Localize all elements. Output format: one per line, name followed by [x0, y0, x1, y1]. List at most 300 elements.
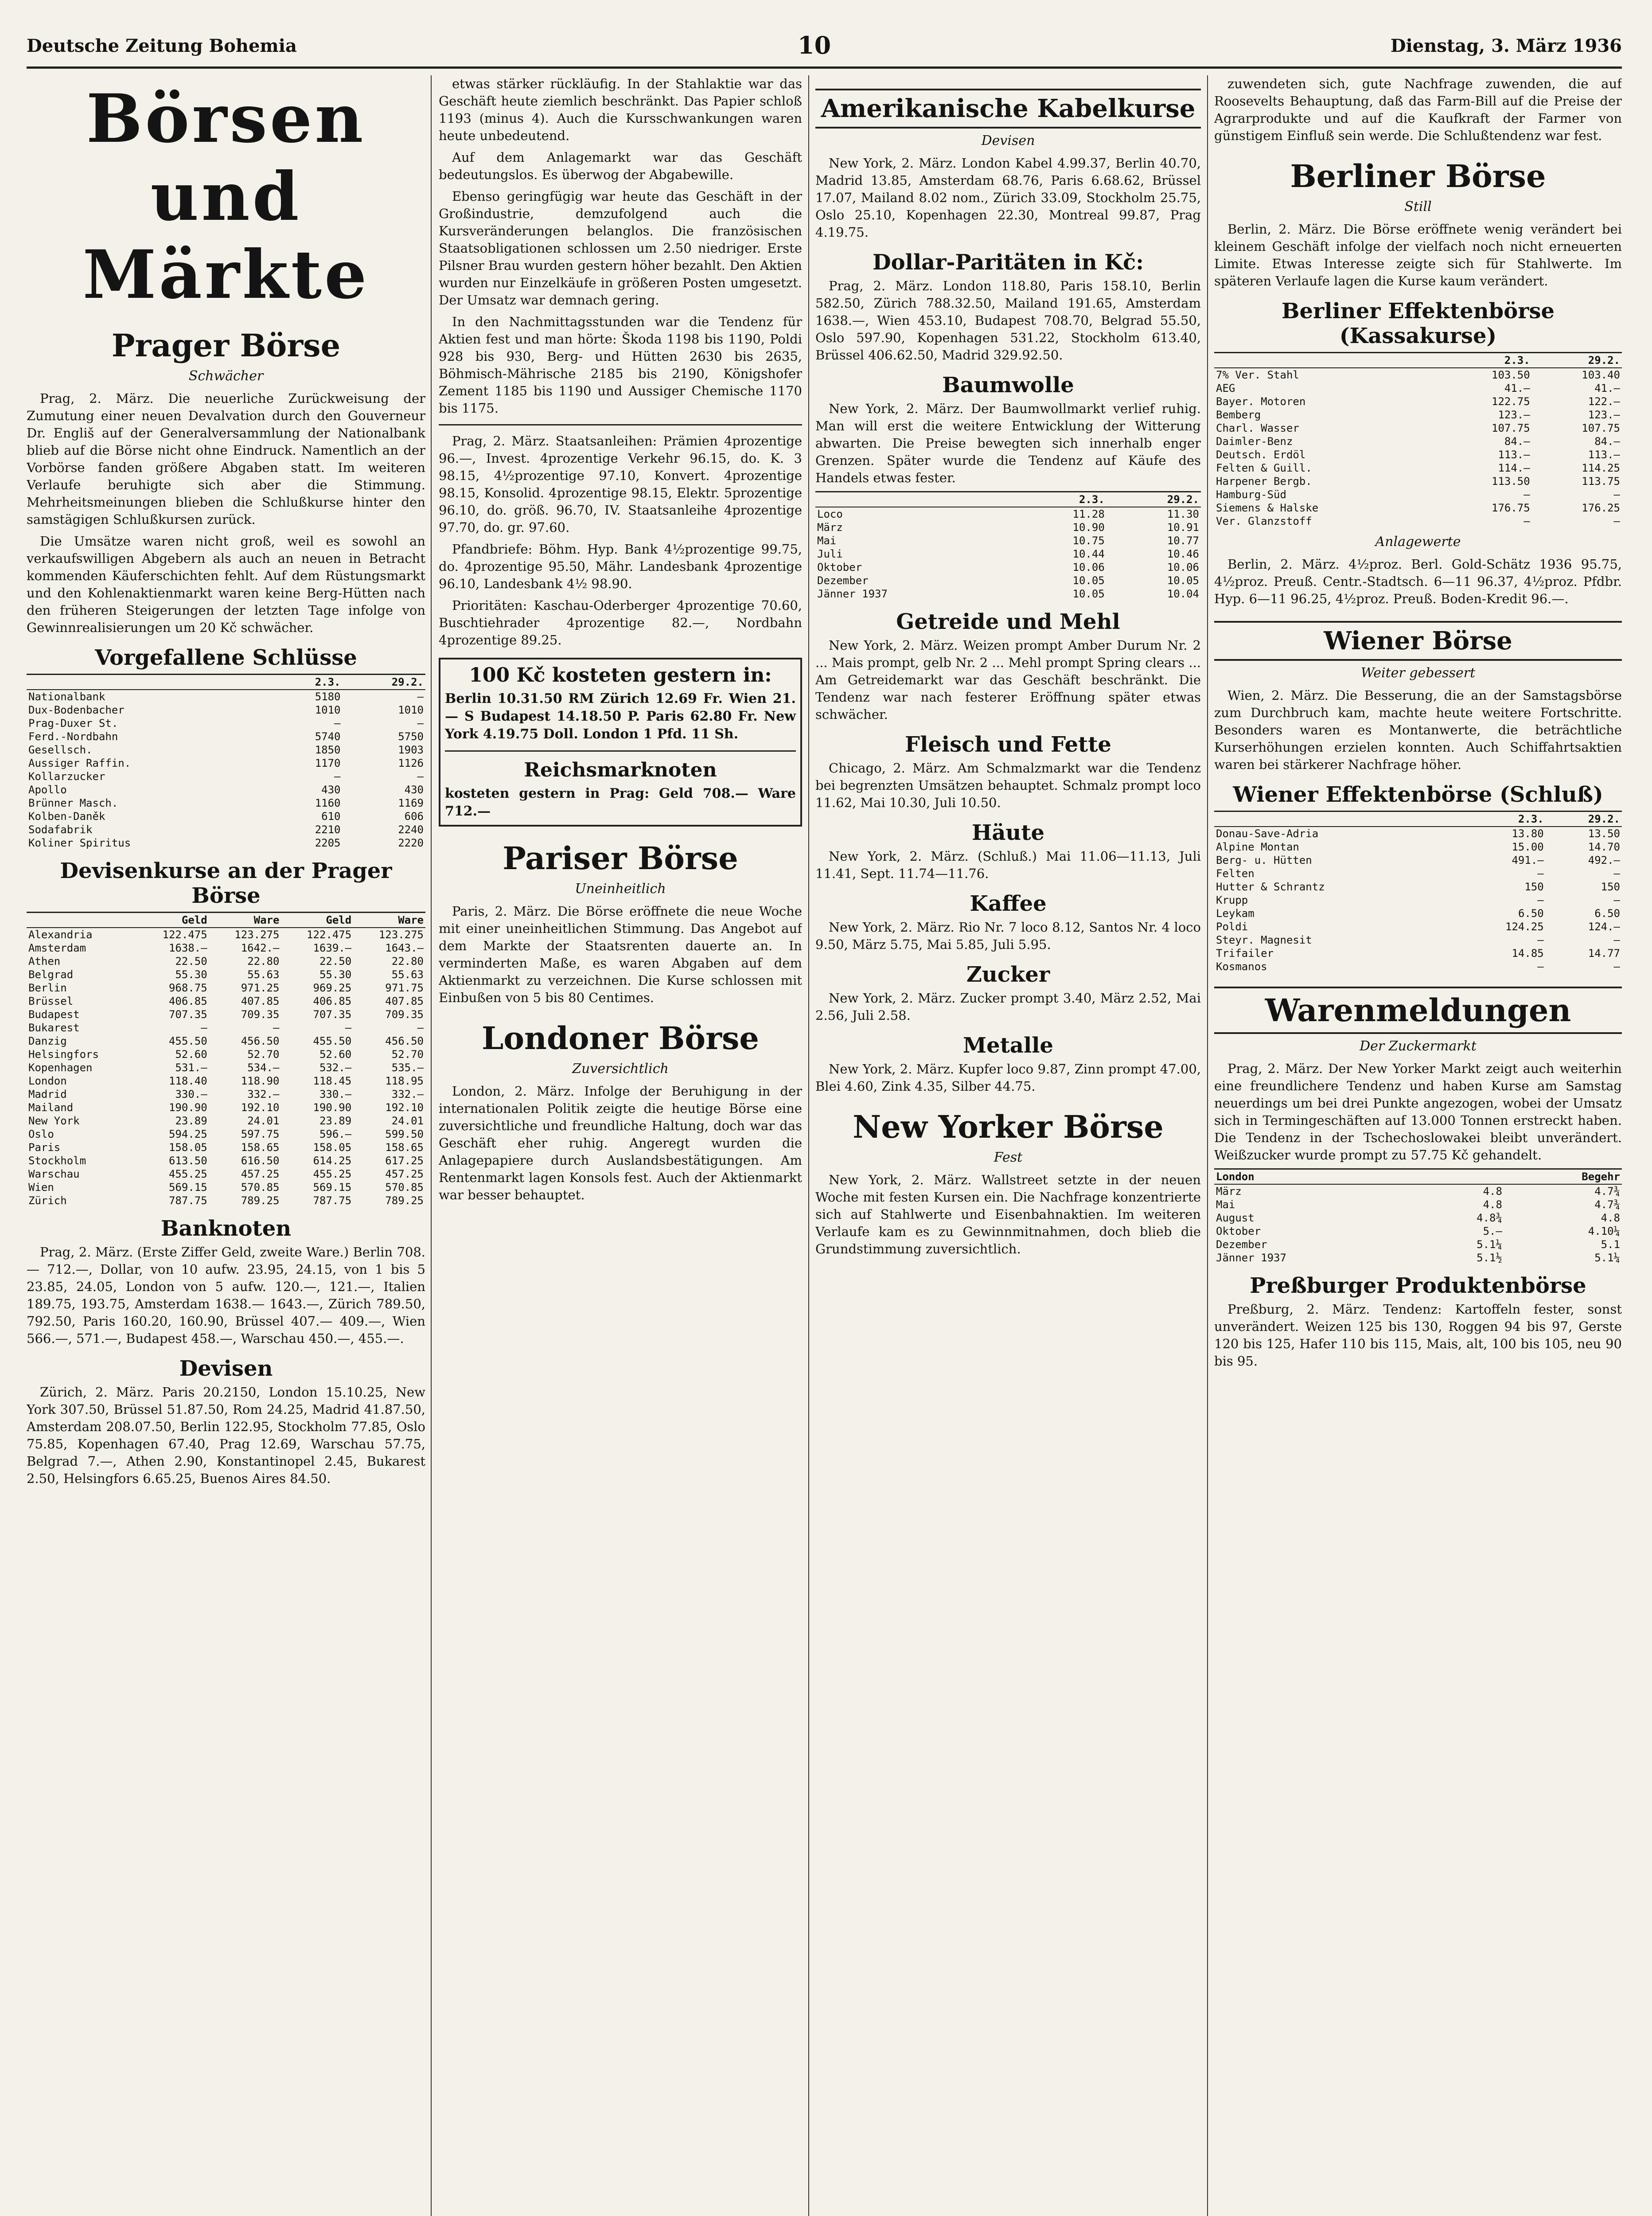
table-cell: 11.30 — [1167, 508, 1199, 520]
table-cell: Poldi — [1216, 921, 1248, 933]
table-cell: 5180 — [315, 691, 341, 703]
table-row — [27, 1194, 425, 1207]
london-text: London, 2. März. Infolge der Beruhigung in der internationalen Politik zeigte die heutige Börse eine zuversichtliche und freundliche Haltung, doch war das Geschäft eher ruhig. Angeregt wurden die Anlagepapiere durch Auslandsbestätigungen. Am Rentenmarkt lagen Konsols fest. Auch der Aktienmarkt war besser behauptet. — [439, 1084, 802, 1202]
table-cell: Alpine Montan — [1216, 841, 1299, 853]
col2-paragraph: Prioritäten: Kaschau-Oderberger 4prozentige 70.60, Buschtiehrader 4prozentige 82.—, Nordbahn 4prozentige 89.25. — [439, 598, 802, 648]
nyse-subtitle: Fest — [994, 1150, 1023, 1165]
table-row — [27, 796, 425, 810]
table-cell: 1170 — [315, 757, 341, 769]
table-row — [1214, 448, 1622, 461]
table-cell: 4.8 — [1483, 1185, 1502, 1198]
table-cell: 176.75 — [1492, 502, 1530, 514]
table-cell: 150 — [1524, 881, 1544, 893]
wiener-title: Wiener Börse — [1214, 621, 1622, 661]
table-cell: 1643.— — [385, 942, 424, 954]
table-cell: 787.75 — [168, 1194, 207, 1207]
table-header: 29.2. — [1532, 353, 1622, 368]
table-cell: Leykam — [1216, 907, 1255, 920]
table-cell: 13.50 — [1588, 827, 1620, 840]
table-header — [1214, 811, 1455, 827]
closing-prices-table — [27, 674, 425, 850]
table-cell: 10.05 — [1072, 588, 1105, 600]
table-cell: London — [28, 1075, 67, 1087]
table-cell: 406.85 — [313, 995, 352, 1007]
reichsmark-title: Reichsmarknoten — [524, 759, 717, 781]
table-cell: New York — [28, 1115, 80, 1127]
table-cell: 406.85 — [168, 995, 207, 1007]
table-cell: 709.35 — [241, 1008, 280, 1021]
table-cell: 52.60 — [319, 1048, 352, 1061]
table-cell: 10.44 — [1072, 548, 1105, 560]
table-row — [1214, 461, 1622, 475]
table-header: 29.2. — [1546, 811, 1622, 827]
table-cell: 616.50 — [241, 1155, 280, 1167]
table-cell: 7% Ver. Stahl — [1216, 369, 1299, 381]
table-header — [815, 492, 1012, 507]
column-rule — [431, 75, 432, 2216]
london-title: Londoner Börse — [482, 1020, 759, 1057]
table-cell: Oktober — [1216, 1225, 1261, 1237]
table-cell: 532.— — [319, 1061, 352, 1074]
table-cell: 971.25 — [241, 982, 280, 994]
berlin-title: Berliner Börse — [1290, 158, 1546, 195]
table-row — [27, 1021, 425, 1034]
table-cell: 430 — [404, 784, 424, 796]
table-cell: Kopenhagen — [28, 1061, 93, 1074]
table-row — [1214, 1198, 1622, 1211]
table-cell: 113.75 — [1582, 475, 1620, 488]
table-cell: Paris — [28, 1141, 61, 1154]
table-cell: 2210 — [315, 823, 341, 836]
zucker-table — [1214, 1168, 1622, 1264]
table-cell: Krupp — [1216, 894, 1248, 906]
table-cell: 13.80 — [1512, 827, 1544, 840]
pressburg-text: Preßburg, 2. März. Tendenz: Kartoffeln fester, sonst unverändert. Weizen 125 bis 130, Roggen 94 bis 97, Gerste 120 bis 125, Hafer 110 bis 115, Mais, alt, 100 bis 105, neu 90 bis 95. — [1214, 1302, 1622, 1369]
table-row — [815, 534, 1201, 547]
parity-text: Prag, 2. März. London 118.80, Paris 158.10, Berlin 582.50, Zürich 788.32.50, Mailand 191.65, Amsterdam 1638.—, Wien 453.10, Budapest 708.70, Belgrad 55.50, Oslo 597.90, Kopenhagen 531.22, Stockholm 613.40, Brüssel 406.62.50, Madrid 329.92.50. — [815, 278, 1201, 363]
table-cell: 597.75 — [241, 1128, 280, 1140]
table-cell: 6.50 — [1594, 907, 1620, 920]
table-cell: — — [417, 770, 424, 783]
table-header: 29.2. — [1107, 492, 1201, 507]
parity-title: Dollar-Paritäten in Kč: — [873, 250, 1144, 275]
table-cell: 332.— — [247, 1088, 280, 1100]
table-cell: Steyr. Magnesit — [1216, 934, 1312, 946]
table-row — [27, 1154, 425, 1167]
table-header: Geld — [137, 913, 209, 928]
table-cell: — — [1613, 488, 1620, 501]
table-cell: — — [1523, 488, 1530, 501]
cotton-text: New York, 2. März. Der Baumwollmarkt verlief ruhig. Man will erst die weitere Entwicklung der Witterung abwarten. Die Preise bewegten sich innerhalb enger Grenzen. Später wurde die Tendenz auf Käufe des Handels etwas fester. — [815, 401, 1201, 485]
table-cell: Bukarest — [28, 1022, 80, 1034]
table-cell: 55.63 — [247, 968, 280, 981]
table-row — [1214, 501, 1622, 515]
table-cell: Gesellsch. — [28, 744, 93, 756]
table-row — [815, 574, 1201, 587]
table-cell: 23.89 — [175, 1115, 207, 1127]
table-cell: Bemberg — [1216, 409, 1261, 421]
table-cell: Apollo — [28, 784, 67, 796]
table-cell: 332.— — [391, 1088, 424, 1100]
table2-title: Devisenkurse an der Prager Börse — [60, 858, 392, 908]
table-cell: 789.25 — [241, 1194, 280, 1207]
table-cell: 118.95 — [385, 1075, 424, 1087]
table-cell: — — [1613, 934, 1620, 946]
table-row — [1214, 395, 1622, 408]
table-cell: 1850 — [315, 744, 341, 756]
table-cell: 22.80 — [391, 955, 424, 968]
table-row — [27, 1048, 425, 1061]
table-row — [27, 1074, 425, 1088]
table-cell: AEG — [1216, 382, 1235, 394]
table-cell: 22.50 — [319, 955, 352, 968]
table-cell: Belgrad — [28, 968, 74, 981]
table-cell: 192.10 — [241, 1101, 280, 1114]
table-cell: 456.50 — [241, 1035, 280, 1047]
table-cell: 617.25 — [385, 1155, 424, 1167]
metals-title: Metalle — [963, 1033, 1053, 1058]
col2-paragraph: Prag, 2. März. Staatsanleihen: Prämien 4prozentige 96.—, Invest. 4prozentige Verkehr 96.15, do. K. 3 98.15, 4½prozentige 97.10, Konvert. 4prozentige 98.15, Konsolid. 4prozentige 98.15, Elektr. 5prozentige 96.10, do. größ. 96.70, IV. Staatsanleihe 4prozentige 97.70, do. gr. 97.60. — [439, 433, 802, 535]
table-cell: 2205 — [315, 837, 341, 849]
table-body — [815, 507, 1201, 601]
table-cell: — — [1537, 894, 1544, 906]
table-cell: 113.50 — [1492, 475, 1530, 488]
table-cell: Berg- u. Hütten — [1216, 854, 1312, 866]
table-cell: 55.30 — [175, 968, 207, 981]
column-4 — [1214, 75, 1622, 2216]
table-cell: 123.275 — [378, 929, 424, 941]
table-row — [27, 823, 425, 836]
table-cell: 122.475 — [162, 929, 207, 941]
table-cell: 84.— — [1594, 435, 1620, 448]
column-rule — [808, 75, 809, 2216]
table-row — [27, 1101, 425, 1114]
table-cell: 535.— — [391, 1061, 424, 1074]
table-header: 2.3. — [1012, 492, 1107, 507]
table-row — [1214, 515, 1622, 528]
table-cell: 114.25 — [1582, 462, 1620, 474]
table-cell: Jänner 1937 — [1216, 1252, 1286, 1264]
table-cell: Nationalbank — [28, 691, 105, 703]
table-cell: 1639.— — [313, 942, 352, 954]
table-row — [27, 941, 425, 955]
table-row — [27, 1034, 425, 1048]
table-cell: 122.75 — [1492, 395, 1530, 408]
table-cell: Mai — [817, 534, 837, 547]
pressburg-title: Preßburger Produktenbörse — [1250, 1273, 1586, 1298]
anlage-text: Berlin, 2. März. 4½proz. Berl. Gold-Schätz 1936 95.75, 4½proz. Preuß. Centr.-Stadtsch. 6—11 96.37, 4½proz. Pfdbr. Hyp. 6—11 96.25, 4½proz. Preuß. Boden-Kredit 96.—. — [1214, 557, 1622, 606]
table-header: 29.2. — [343, 675, 426, 690]
table-row — [27, 783, 425, 796]
table-cell: Charl. Wasser — [1216, 422, 1299, 434]
table-cell: — — [1613, 960, 1620, 973]
table-row — [27, 1167, 425, 1181]
table-cell: Alexandria — [28, 929, 93, 941]
table-cell: Juli — [817, 548, 843, 560]
coffee-title: Kaffee — [970, 891, 1047, 916]
table-row — [1214, 382, 1622, 395]
table-cell: 52.70 — [247, 1048, 280, 1061]
table-cell: 5.1¼ — [1594, 1252, 1620, 1264]
sugar-title: Zucker — [966, 962, 1050, 987]
table-cell: 123.275 — [234, 929, 280, 941]
table-cell: — — [1613, 894, 1620, 906]
table-cell: 5750 — [398, 730, 424, 743]
table-row — [27, 1088, 425, 1101]
table-body — [1214, 827, 1622, 973]
table-header — [1422, 1169, 1504, 1185]
table-cell: 158.05 — [313, 1141, 352, 1154]
table-cell: 1638.— — [168, 942, 207, 954]
table-cell: Kosmanos — [1216, 960, 1267, 973]
table-cell: — — [417, 717, 424, 730]
table-cell: 123.— — [1498, 409, 1530, 421]
table-cell: März — [817, 521, 843, 534]
table-cell: 55.63 — [391, 968, 424, 981]
table-header: Begehr — [1504, 1169, 1622, 1185]
col2-paragraph: In den Nachmittagsstunden war die Tendenz für Aktien fest und man hörte: Škoda 1198 bis 1190, Poldi 928 bis 930, Berg- und Hütten 2630 bis 2635, Böhmisch-Mährische 2185 bis 2190, Königshofer Zement 1185 bis 1190 und Aussiger Chemische 1170 bis 1175. — [439, 314, 802, 416]
reichsmark-text: kosteten gestern in Prag: Geld 708.— Ware 712.— — [445, 786, 796, 819]
page-header — [27, 27, 1622, 69]
table-row — [1214, 1238, 1622, 1251]
table-cell: 407.85 — [241, 995, 280, 1007]
table-cell: 10.46 — [1167, 548, 1199, 560]
table-header — [27, 913, 137, 928]
table-cell: 41.— — [1504, 382, 1530, 394]
table-body — [27, 690, 425, 850]
berlin-text: Berlin, 2. März. Die Börse eröffnete wenig verändert bei kleinem Geschäft infolge der vielfach noch nicht erneuerten Limite. Etwas Interesse zeigte sich für Stahlwerte. Im späteren Verlaufe lagen die Kurse kaum verändert. — [1214, 222, 1622, 289]
table-cell: 5.1¼ — [1477, 1238, 1502, 1251]
table-cell: 407.85 — [385, 995, 424, 1007]
table-cell: 190.90 — [168, 1101, 207, 1114]
table-cell: 103.40 — [1582, 369, 1620, 381]
table-cell: Berlin — [28, 982, 67, 994]
table-cell: 190.90 — [313, 1101, 352, 1114]
newspaper-name: Deutsche Zeitung Bohemia — [27, 35, 297, 56]
table-cell: Oktober — [817, 561, 862, 574]
table-row — [27, 995, 425, 1008]
table-row — [1214, 880, 1622, 893]
table-cell: 52.70 — [391, 1048, 424, 1061]
london-subtitle: Zuversichtlich — [572, 1061, 669, 1077]
table-cell: Ver. Glanzstoff — [1216, 515, 1312, 527]
table-cell: 55.30 — [319, 968, 352, 981]
table-cell: Dezember — [1216, 1238, 1267, 1251]
intro-text: zuwendeten sich, gute Nachfrage zuwenden, die auf Roosevelts Behauptung, daß das Farm-Bill auf die Preise der Agrarprodukte und auf die Kaufkraft der Farmer von günstigem Einfluß sein werde. Die Schlußtendenz war fest. — [1214, 76, 1622, 143]
table-cell: 118.40 — [168, 1075, 207, 1087]
table-cell: Budapest — [28, 1008, 80, 1021]
table-row — [27, 690, 425, 703]
metals-text: New York, 2. März. Kupfer loco 9.87, Zinn prompt 47.00, Blei 4.60, Zink 4.35, Silber 44.75. — [815, 1061, 1201, 1094]
table-cell: 23.89 — [319, 1115, 352, 1127]
table-header — [1214, 353, 1442, 368]
table-row — [1214, 947, 1622, 960]
sugar-text: New York, 2. März. Zucker prompt 3.40, März 2.52, Mai 2.56, Juli 2.58. — [815, 991, 1201, 1023]
table-cell: 709.35 — [385, 1008, 424, 1021]
nyse-title: New Yorker Börse — [853, 1108, 1164, 1145]
table-row — [1214, 368, 1622, 382]
table-cell: — — [273, 1022, 280, 1034]
table-cell: 4.10¼ — [1588, 1225, 1620, 1237]
table-cell: 968.75 — [168, 982, 207, 994]
table-row — [1214, 1225, 1622, 1238]
table-cell: Ferd.-Nordbahn — [28, 730, 118, 743]
table-cell: 11.28 — [1072, 508, 1105, 520]
meat-text: Chicago, 2. März. Am Schmalzmarkt war die Tendenz bei begrenzten Umsätzen behauptet. Schmalz prompt loco 11.62, Mai 10.30, Juli 10.50. — [815, 761, 1201, 810]
table-cell: 10.90 — [1072, 521, 1105, 534]
table-cell: Bayer. Motoren — [1216, 395, 1306, 408]
prag-boerse-title: Prager Börse — [111, 327, 341, 364]
table-cell: Hamburg-Süd — [1216, 488, 1286, 501]
table-cell: 10.91 — [1167, 521, 1199, 534]
table-cell: — — [201, 1022, 207, 1034]
col2-paragraph: Ebenso geringfügig war heute das Geschäft in der Großindustrie, demzufolgend auch die Kursveränderungen belanglos. Die französischen Staatsobligationen schlossen um 2.50 niedriger. Erste Pilsner Brau wurden gestern höher bezahlt. Den Aktien wurden nur Einzelkäufe in größeren Posten umgesetzt. Der Umsatz war demnach gering. — [439, 189, 802, 308]
table-cell: Loco — [817, 508, 843, 520]
table-cell: Sodafabrik — [28, 823, 93, 836]
table-cell: 192.10 — [385, 1101, 424, 1114]
table-cell: — — [334, 770, 341, 783]
kabelkurse-title: Amerikanische Kabelkurse — [815, 89, 1201, 129]
table-header: London — [1214, 1169, 1422, 1185]
exchange-box-text: Berlin 10.31.50 RM Zürich 12.69 Fr. Wien 21.— S Budapest 14.18.50 P. Paris 62.80 Fr. New York 4.19.75 Doll. London 1 Pfd. 11 Sh. — [445, 691, 796, 742]
table-cell: Kollarzucker — [28, 770, 105, 783]
table-cell: 158.65 — [385, 1141, 424, 1154]
table-row — [27, 757, 425, 770]
table-row — [27, 981, 425, 995]
table-cell: Daimler-Benz — [1216, 435, 1293, 448]
table-cell: 594.25 — [168, 1128, 207, 1140]
table-cell: 455.25 — [168, 1168, 207, 1180]
table-cell: 610 — [321, 810, 341, 823]
table-row — [1214, 1251, 1622, 1264]
table-cell: — — [1537, 867, 1544, 880]
table-cell: 707.35 — [168, 1008, 207, 1021]
table-cell: 124.25 — [1505, 921, 1544, 933]
grain-text: New York, 2. März. Weizen prompt Amber Durum Nr. 2 ... Mais prompt, gelb Nr. 2 ... Mehl prompt Spring clears ... Am Getreidemarkt war das Geschäft beschränkt. Die Tendenz war nach festerer Eröffnung später etwas schwächer. — [815, 638, 1201, 722]
table-cell: Felten & Guill. — [1216, 462, 1312, 474]
table-cell: 118.90 — [241, 1075, 280, 1087]
table-cell: 534.— — [247, 1061, 280, 1074]
table-cell: — — [1523, 515, 1530, 527]
devisen-text: Zürich, 2. März. Paris 20.2150, London 15.10.25, New York 307.50, Brüssel 51.87.50, Rom 24.25, Madrid 41.87.50, Amsterdam 208.07.50, Berlin 122.95, Stockholm 77.85, Oslo 75.85, Kopenhagen 67.40, Prag 12.69, Warschau 57.75, Belgrad 7.—, Athen 2.90, Konstantinopel 2.45, Bukarest 2.50, Helsingfors 6.65.25, Buenos Aires 84.50. — [27, 1385, 425, 1486]
table-cell: — — [334, 717, 341, 730]
table-cell: 14.70 — [1588, 841, 1620, 853]
table-cell: Prag-Duxer St. — [28, 717, 118, 730]
table-cell: 4.7¾ — [1594, 1185, 1620, 1198]
main-title: Börsen und Märkte — [82, 80, 370, 314]
table-cell: 4.8¾ — [1477, 1212, 1502, 1224]
table-cell: 4.8 — [1483, 1198, 1502, 1211]
table-cell: 114.— — [1498, 462, 1530, 474]
table-cell: Trifailer — [1216, 947, 1274, 960]
table-cell: 10.04 — [1167, 588, 1199, 600]
currency-rates-table — [27, 912, 425, 1207]
table-row — [27, 968, 425, 981]
table-row — [27, 810, 425, 823]
grain-title: Getreide und Mehl — [896, 609, 1120, 634]
table-cell: 84.— — [1504, 435, 1530, 448]
table-cell: Brünner Masch. — [28, 797, 118, 809]
table-cell: 14.85 — [1512, 947, 1544, 960]
column-rule — [1207, 75, 1208, 2216]
table-cell: Brüssel — [28, 995, 74, 1007]
table-cell: 41.— — [1594, 382, 1620, 394]
table-cell: — — [417, 1022, 424, 1034]
table-row — [815, 507, 1201, 521]
table-cell: 969.25 — [313, 982, 352, 994]
table-cell: — — [345, 1022, 352, 1034]
table-cell: Harpener Bergb. — [1216, 475, 1312, 488]
table-row — [27, 928, 425, 941]
table-cell: 107.75 — [1492, 422, 1530, 434]
table-row — [1214, 960, 1622, 973]
col2-paragraph: etwas stärker rückläufig. In der Stahlaktie war das Geschäft heute ziemlich beschränkt. Das Papier schloß 1193 (minus 4). Auch die Kursschwankungen waren heute unbedeutend. — [439, 76, 802, 143]
table-cell: 1160 — [315, 797, 341, 809]
table-cell: 113.— — [1498, 449, 1530, 461]
table-row — [1214, 1184, 1622, 1198]
prag-text-paragraph: Prag, 2. März. Die neuerliche Zurückweisung der Zumutung einer neuen Devalvation durch den Gouverneur Dr. Engliš auf der Generalversammlung der Nationalbank blieb auf die Börse nicht ohne Eindruck. Namentlich an der Vorbörse fanden größere Abgaben statt. Im weiteren Verlaufe beruhigte sich aber die Stimmung. Mehrheitsmeinungen blieben die Schlußkurse hinter den samstägigen Schlußkursen zurück. — [27, 391, 425, 527]
table-cell: 1010 — [398, 704, 424, 716]
waren-title: Warenmeldungen — [1214, 987, 1622, 1034]
table-body — [1214, 368, 1622, 528]
table-cell: 596.— — [319, 1128, 352, 1140]
table-cell: 15.00 — [1512, 841, 1544, 853]
table-row — [27, 717, 425, 730]
table-row — [1214, 893, 1622, 907]
table-cell: — — [1537, 934, 1544, 946]
table-row — [27, 1141, 425, 1154]
table-cell: Stockholm — [28, 1155, 86, 1167]
table-cell: 330.— — [319, 1088, 352, 1100]
paris-subtitle: Uneinheitlich — [575, 881, 666, 897]
hides-title: Häute — [971, 820, 1045, 845]
table-cell: 1169 — [398, 797, 424, 809]
table-cell: — — [417, 691, 424, 703]
table-row — [1214, 408, 1622, 421]
table-row — [815, 547, 1201, 561]
table-cell: 4.8 — [1601, 1212, 1620, 1224]
table-cell: 122.475 — [307, 929, 352, 941]
table-row — [1214, 933, 1622, 947]
table-cell: 570.85 — [385, 1181, 424, 1194]
table-cell: 118.45 — [313, 1075, 352, 1087]
table-body — [27, 928, 425, 1207]
table-cell: Wien — [28, 1181, 54, 1194]
table-cell: 10.77 — [1167, 534, 1199, 547]
table-cell: Aussiger Raffin. — [28, 757, 131, 769]
table-cell: — — [1613, 867, 1620, 880]
table-cell: Helsingfors — [28, 1048, 99, 1061]
devisen-text: New York, 2. März. London Kabel 4.99.37, Berlin 40.70, Madrid 13.85, Amsterdam 68.76, Paris 6.68.62, Brüssel 17.07, Mailand 8.02 nom., Zürich 33.09, Stockholm 25.75, Oslo 25.10, Kopenhagen 22.30, Montreal 99.87, Prag 4.19.75. — [815, 156, 1201, 240]
divider — [439, 424, 802, 425]
table-cell: 2240 — [398, 823, 424, 836]
berlin-eff-table — [1214, 352, 1622, 528]
table-cell: 10.05 — [1072, 574, 1105, 587]
table-row — [815, 521, 1201, 534]
devisen-title: Devisen — [179, 1356, 273, 1381]
table-cell: 150 — [1601, 881, 1620, 893]
table-cell: August — [1216, 1212, 1255, 1224]
table-cell: Siemens & Halske — [1216, 502, 1319, 514]
table-header: 2.3. — [274, 675, 343, 690]
table-row — [1214, 488, 1622, 501]
table-cell: — — [1537, 960, 1544, 973]
table-cell: 491.— — [1512, 854, 1544, 866]
table-cell: 330.— — [175, 1088, 207, 1100]
paris-text: Paris, 2. März. Die Börse eröffnete die neue Woche mit einer uneinheitlichen Stimmung. Das Angebot auf dem Markte der Staatsrenten dauerte an. In verminderten Maße, es waren Abgaben auf dem Aktienmarkt zu verzeichnen. Die Kurse schlossen mit Einbußen von 5 bis 80 Centimes. — [439, 904, 802, 1005]
anlage-subtitle: Anlagewerte — [1375, 534, 1461, 550]
issue-date: Dienstag, 3. März 1936 — [1390, 35, 1622, 56]
